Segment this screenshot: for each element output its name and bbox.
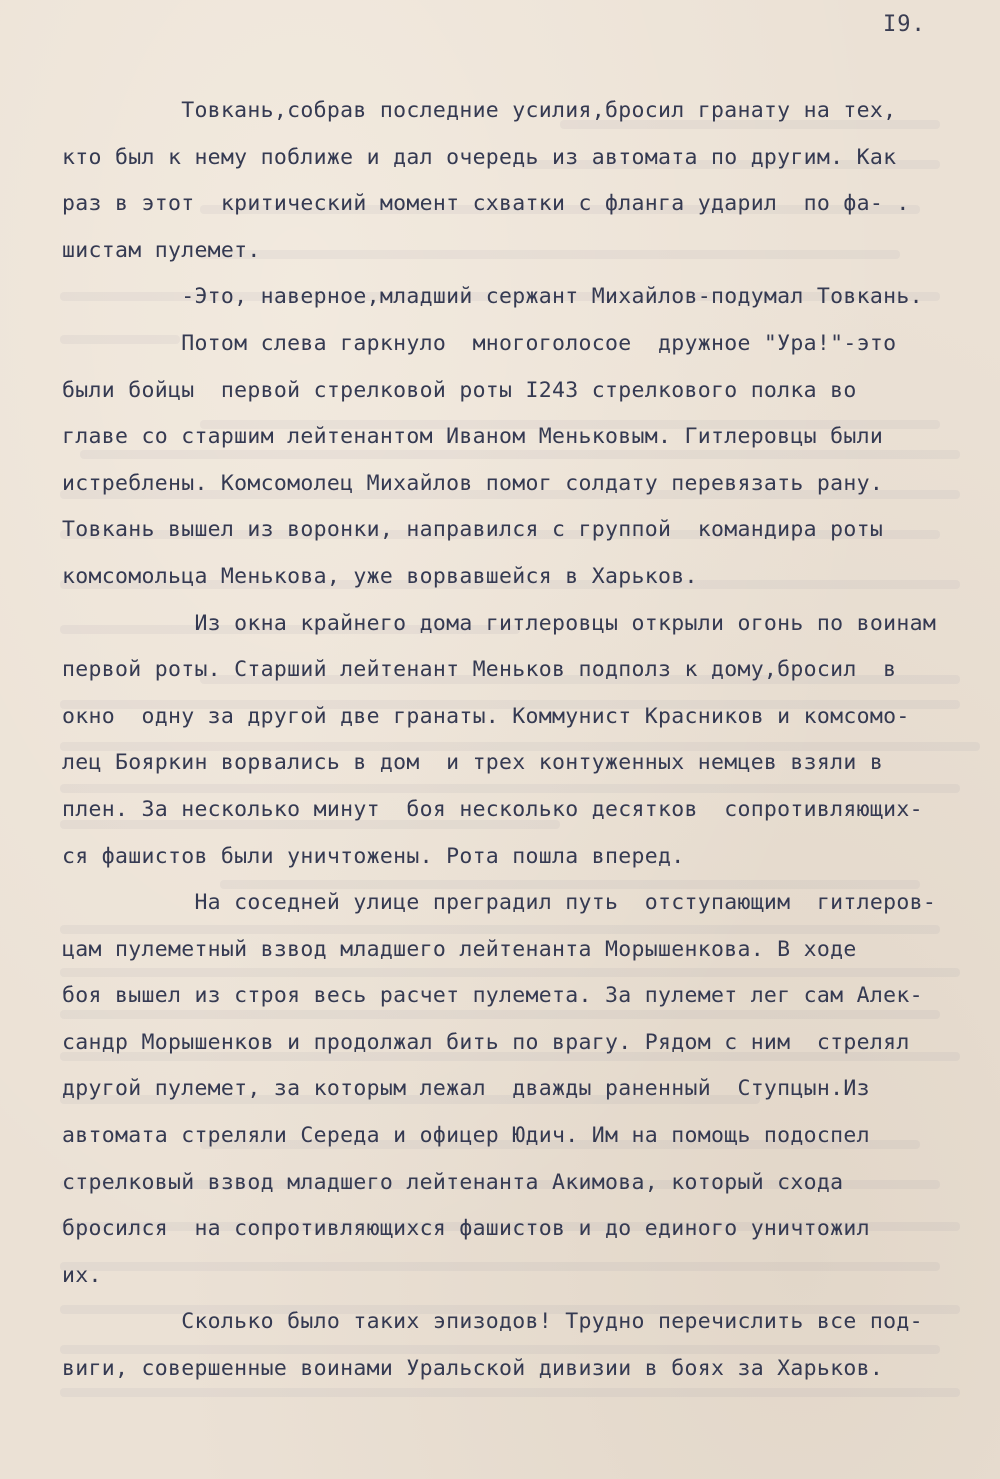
- text-line: были бойцы первой стрелковой роты I243 стрелкового полка во: [62, 377, 857, 403]
- text-line: окно одну за другой две гранаты. Коммунист Красников и комсомо-: [62, 703, 910, 729]
- text-line: раз в этот критический момент схватки с фланга ударил по фа- .: [62, 191, 910, 217]
- page-number: I9.: [883, 12, 926, 37]
- text-line: комсомольца Менькова, уже ворвавшейся в Харьков.: [62, 563, 698, 589]
- text-line: -Это, наверное,младший сержант Михайлов-подумал Товкань.: [62, 284, 923, 310]
- text-line: бросился на сопротивляющихся фашистов и до единого уничтожил: [62, 1216, 870, 1242]
- text-line: Потом слева гаркнуло многоголосое дружное "Ура!"-это: [62, 330, 897, 356]
- text-line: Товкань вышел из воронки, направился с группой командира роты: [62, 517, 884, 543]
- text-line: боя вышел из строя весь расчет пулемета. За пулемет лег сам Алек-: [62, 983, 923, 1009]
- typewritten-text: [62, 88, 982, 1393]
- text-line: плен. За несколько минут боя несколько десятков сопротивляющих-: [62, 796, 923, 822]
- text-line: истреблены. Комсомолец Михайлов помог солдату перевязать рану.: [62, 470, 884, 496]
- text-line: шистам пулемет.: [62, 237, 261, 263]
- text-line: Сколько было таких эпизодов! Трудно перечислить все под-: [62, 1309, 923, 1335]
- text-line: Товкань,собрав последние усилия,бросил гранату на тех,: [62, 98, 897, 123]
- text-line: кто был к нему поближе и дал очередь из автомата по другим. Как: [62, 144, 897, 170]
- text-line: автомата стреляли Середа и офицер Юдич. Им на помощь подоспел: [62, 1123, 870, 1149]
- text-line: На соседней улице преградил путь отступающим гитлеров-: [62, 890, 937, 916]
- text-line: первой роты. Старший лейтенант Меньков подполз к дому,бросил в: [62, 657, 897, 683]
- text-line: лец Бояркин ворвались в дом и трех контуженных немцев взяли в: [62, 750, 884, 776]
- text-line: ся фашистов были уничтожены. Рота пошла вперед.: [62, 843, 685, 869]
- text-line: сандр Морышенков и продолжал бить по врагу. Рядом с ним стрелял: [62, 1029, 910, 1055]
- text-line: стрелковый взвод младшего лейтенанта Акимова, который схода: [62, 1169, 844, 1195]
- text-line: другой пулемет, за которым лежал дважды раненный Ступцын.Из: [62, 1076, 870, 1102]
- text-line: Из окна крайнего дома гитлеровцы открыли огонь по воинам: [62, 610, 937, 636]
- text-line: виги, совершенные воинами Уральской дивизии в боях за Харьков.: [62, 1356, 884, 1382]
- text-line: цам пулеметный взвод младшего лейтенанта Морышенкова. В ходе: [62, 936, 857, 962]
- text-line: главе со старшим лейтенантом Иваном Меньковым. Гитлеровцы были: [62, 424, 884, 450]
- text-line: их.: [62, 1262, 102, 1288]
